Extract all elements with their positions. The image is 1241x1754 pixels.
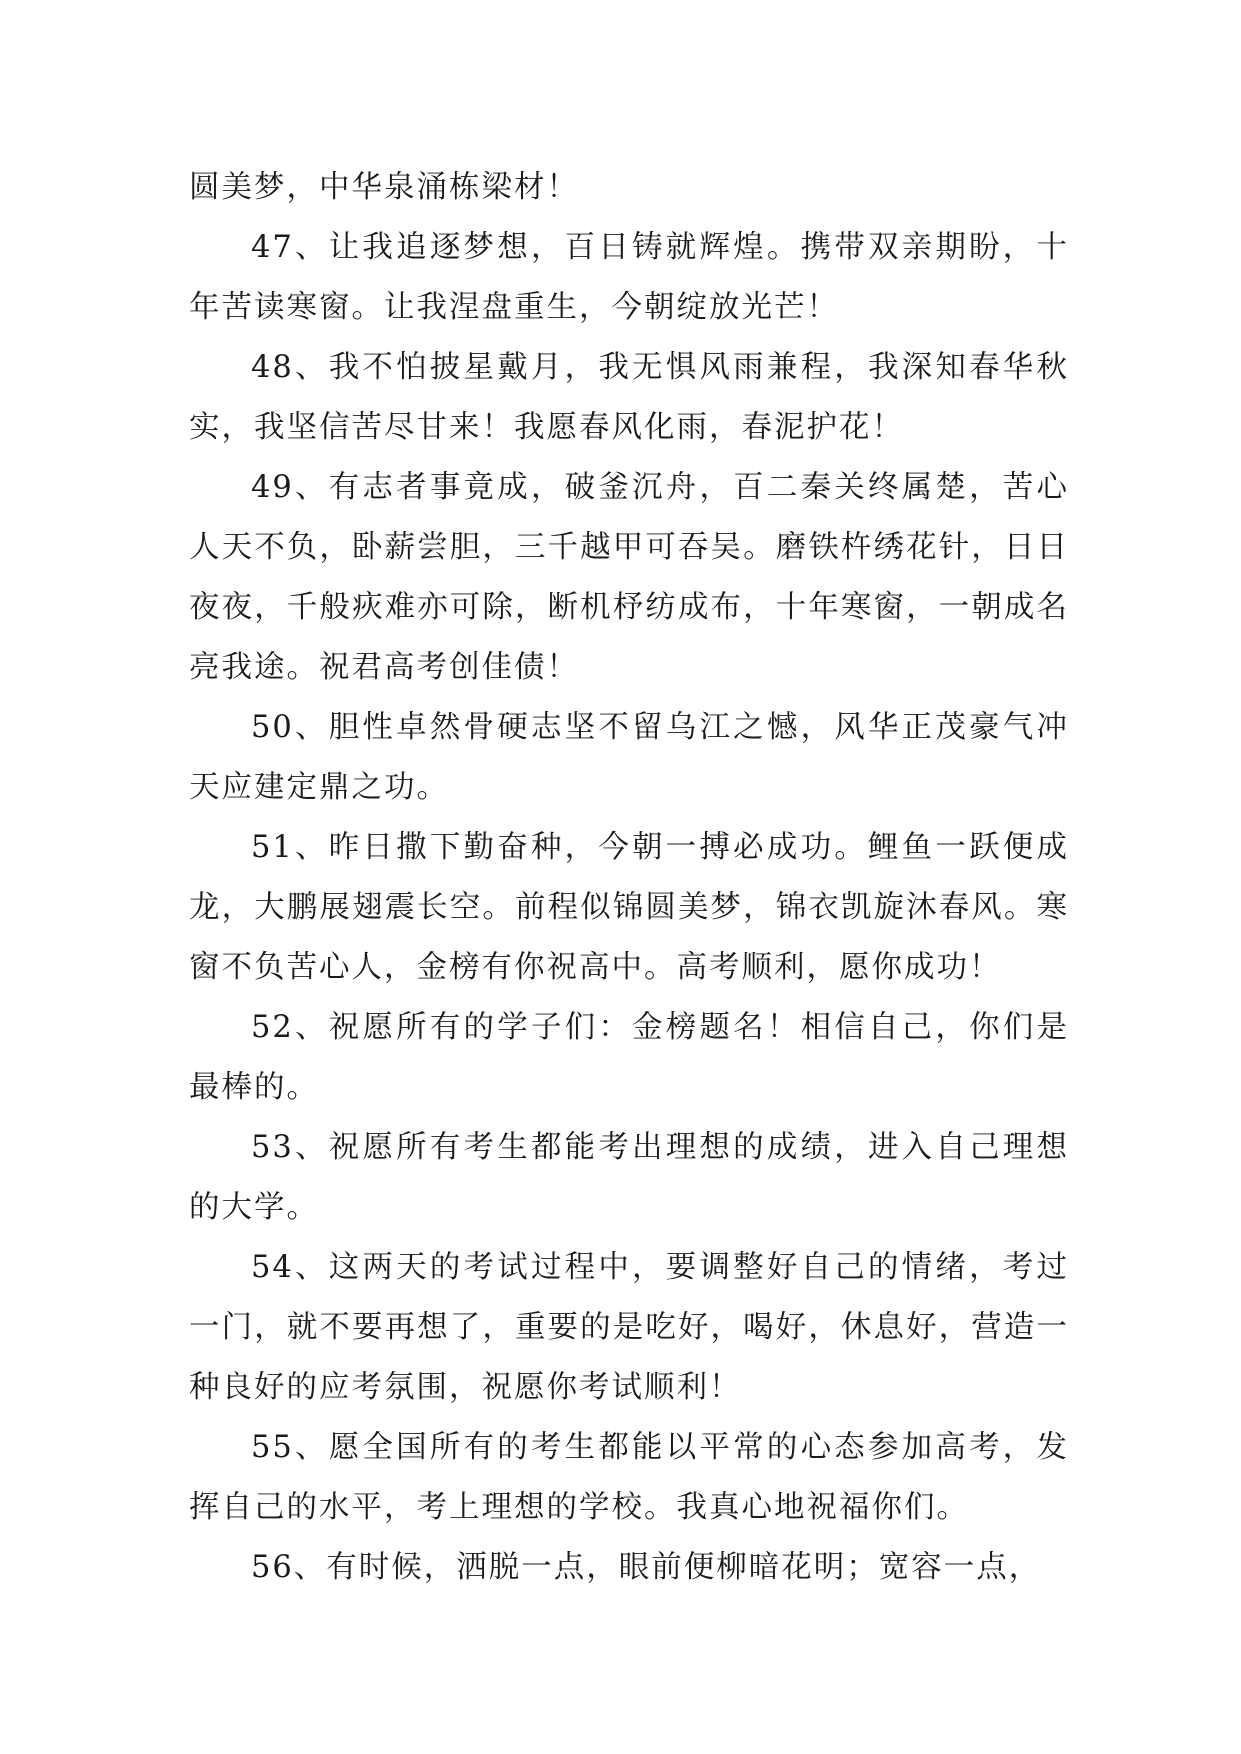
paragraph-50: 50、胆性卓然骨硬志坚不留乌江之憾，风华正茂豪气冲天应建定鼎之功。 xyxy=(189,710,1069,805)
paragraph-52: 52、祝愿所有的学子们：金榜题名！相信自己，你们是最棒的。 xyxy=(189,1010,1069,1105)
paragraph-54: 54、这两天的考试过程中，要调整好自己的情绪，考过一门，就不要再想了，重要的是吃好，喝好，休息好，营造一种良好的应考氛围，祝愿你考试顺利！ xyxy=(189,1250,1069,1405)
document-body xyxy=(189,158,1069,1598)
paragraph-51: 51、昨日撒下勤奋种，今朝一搏必成功。鲤鱼一跃便成龙，大鹏展翅震长空。前程似锦圆美梦，锦衣凯旋沐春风。寒窗不负苦心人，金榜有你祝高中。高考顺利，愿你成功！ xyxy=(189,830,1069,985)
paragraph-56: 56、有时候，洒脱一点，眼前便柳暗花明；宽容一点， xyxy=(251,1550,1042,1585)
paragraph-47: 47、让我追逐梦想，百日铸就辉煌。携带双亲期盼，十年苦读寒窗。让我涅盘重生，今朝绽放光芒！ xyxy=(189,230,1069,325)
paragraph-53: 53、祝愿所有考生都能考出理想的成绩，进入自己理想的大学。 xyxy=(189,1130,1069,1225)
paragraph-55: 55、愿全国所有的考生都能以平常的心态参加高考，发挥自己的水平，考上理想的学校。我真心地祝福你们。 xyxy=(189,1430,1069,1525)
paragraph-46-continuation: 圆美梦，中华泉涌栋梁材！ xyxy=(189,170,579,205)
paragraph-49: 49、有志者事竟成，破釜沉舟，百二秦关终属楚，苦心人天不负，卧薪尝胆，三千越甲可吞吴。磨铁杵绣花针，日日夜夜，千般疢难亦可除，断机杼纺成布，十年寒窗，一朝成名亮我途。祝君高考创佳债！ xyxy=(189,470,1069,685)
paragraph-48: 48、我不怕披星戴月，我无惧风雨兼程，我深知春华秋实，我坚信苦尽甘来！我愿春风化雨，春泥护花！ xyxy=(189,350,1069,445)
